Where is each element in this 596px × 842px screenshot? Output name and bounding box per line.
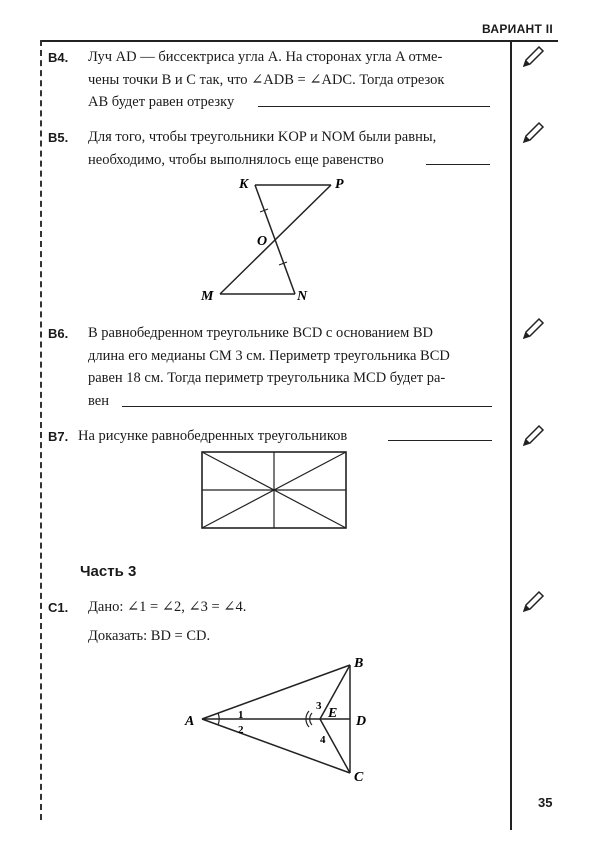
point-m-label: M bbox=[201, 289, 214, 304]
angle-4-label: 4 bbox=[320, 734, 326, 746]
figure-c1 bbox=[180, 655, 380, 785]
b5-line1: Для того, чтобы треугольники KOP и NOM были равны, bbox=[88, 129, 437, 145]
pencil-icon bbox=[520, 589, 546, 615]
pencil-icon bbox=[520, 423, 546, 449]
b4-line1: Луч AD — биссектриса угла A. На сторонах угла A отме- bbox=[88, 49, 443, 65]
c1-prove: Доказать: BD = CD. bbox=[88, 628, 211, 644]
answer-field-b4[interactable] bbox=[258, 106, 490, 107]
top-rule bbox=[40, 40, 558, 42]
point-k-label: K bbox=[239, 177, 249, 192]
task-text-b4 bbox=[88, 46, 528, 114]
cut-line bbox=[40, 40, 42, 820]
pencil-icon bbox=[520, 120, 546, 146]
pencil-icon bbox=[520, 316, 546, 342]
task-label-b6: B6. bbox=[48, 326, 69, 341]
b4-line2: чены точки B и C так, что ∠ADB = ∠ADC. Тогда отрезок bbox=[88, 71, 445, 88]
task-label-b5: B5. bbox=[48, 130, 69, 145]
b6-line1: В равнобедренном треугольнике BCD с основанием BD bbox=[88, 325, 434, 341]
answer-field-b7[interactable] bbox=[388, 440, 492, 441]
task-text-b7: На рисунке равнобедренных треугольников bbox=[78, 428, 348, 444]
point-c-label: C bbox=[354, 770, 364, 785]
part-title: Часть 3 bbox=[80, 563, 137, 580]
point-n-label: N bbox=[297, 289, 308, 304]
page-number: 35 bbox=[538, 795, 553, 810]
point-a-label: A bbox=[185, 714, 195, 729]
point-o-label: O bbox=[257, 234, 268, 249]
answer-field-b6[interactable] bbox=[122, 406, 492, 407]
task-text-b6 bbox=[88, 322, 528, 412]
task-label-c1: C1. bbox=[48, 600, 69, 615]
task-label-b7: B7. bbox=[48, 429, 69, 444]
b5-line2: необходимо, чтобы выполнялось еще равенство bbox=[88, 151, 384, 168]
point-b-label: B bbox=[354, 656, 364, 671]
angle-1-label: 1 bbox=[238, 709, 244, 721]
angle-3-label: 3 bbox=[316, 700, 322, 712]
point-d-label: D bbox=[356, 714, 367, 729]
pencil-icon bbox=[520, 44, 546, 70]
figure-rectangle-triangles bbox=[200, 450, 350, 532]
answer-field-b5[interactable] bbox=[426, 164, 490, 165]
figure-kop-nom bbox=[195, 172, 355, 306]
b6-line2: длина его медианы CM 3 см. Периметр треугольника BCD bbox=[88, 347, 450, 364]
c1-given: Дано: ∠1 = ∠2, ∠3 = ∠4. bbox=[88, 599, 247, 615]
b6-line3: равен 18 см. Тогда периметр треугольника MCD будет ра- bbox=[88, 370, 446, 386]
angle-2-label: 2 bbox=[238, 724, 244, 736]
task-label-b4: B4. bbox=[48, 50, 69, 65]
b4-line3: AB будет равен отрезку bbox=[88, 94, 235, 110]
b6-line4: вен bbox=[88, 392, 109, 409]
variant-header: ВАРИАНТ II bbox=[482, 22, 554, 36]
point-p-label: P bbox=[335, 177, 344, 192]
point-e-label: E bbox=[328, 706, 338, 721]
